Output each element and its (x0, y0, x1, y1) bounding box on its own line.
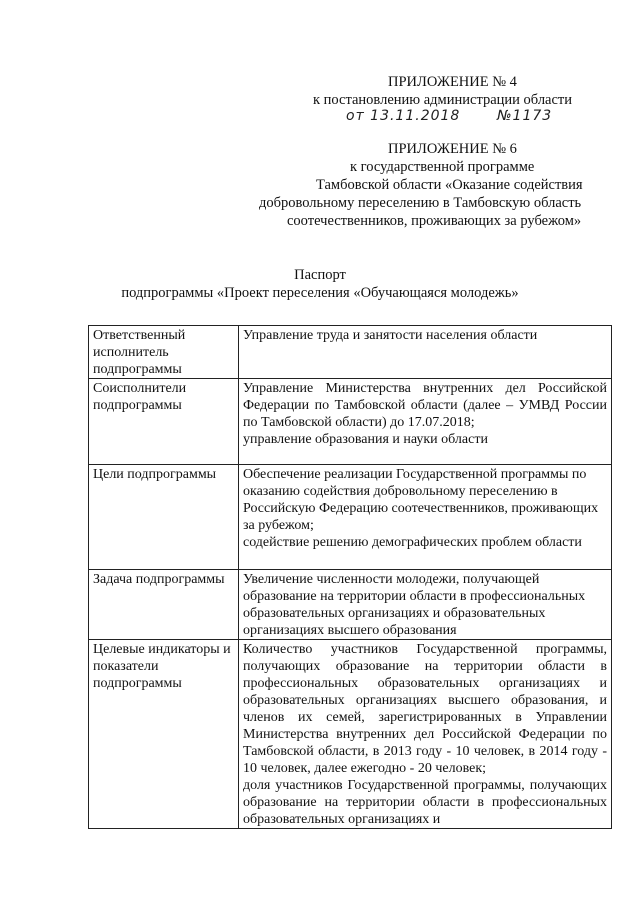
passport-table (88, 325, 612, 829)
table-row (89, 465, 612, 570)
appendix6-line-4: соотечественников, проживающих за рубежом» (287, 213, 582, 229)
row-value-part-1: Обеспечение реализации Государственной программы по оказанию содействия добровольному переселению в Российскую Федерацию соотечественников, проживающих за рубежом; (243, 467, 599, 533)
appendix6-line-3: добровольному переселению в Тамбовскую область (259, 195, 582, 211)
row-value-part-2: доля участников Государственной программы, получающих образование на территории области в профессиональных образовательных организациях и (243, 778, 607, 827)
table-row (89, 640, 612, 829)
row-value (239, 379, 612, 465)
row-label: Задача подпрограммы (89, 570, 239, 640)
row-label: Цели подпрограммы (89, 465, 239, 570)
appendix4-title: ПРИЛОЖЕНИЕ № 4 (388, 74, 517, 90)
appendix4-decree-line: к постановлению администрации области (313, 92, 573, 108)
row-label: Целевые индикаторы и показатели подпрограммы (89, 640, 239, 829)
table-row (89, 570, 612, 640)
handwritten-date: от 13.11.2018 (346, 108, 461, 124)
appendix6-line-1: к государственной программе (350, 159, 535, 175)
row-value: Управление труда и занятости населения области (239, 326, 612, 379)
table-row (89, 379, 612, 465)
row-value (239, 640, 612, 829)
appendix6-line-2: Тамбовской области «Оказание содействия (316, 177, 583, 193)
appendix6-title: ПРИЛОЖЕНИЕ № 6 (388, 141, 517, 157)
passport-subtitle: подпрограммы «Проект переселения «Обучающаяся молодежь» (121, 285, 519, 301)
table-row (89, 326, 612, 379)
row-value-part-2: содействие решению демографических проблем области (243, 535, 582, 550)
handwritten-number: №1173 (497, 108, 553, 124)
row-label: Ответственный исполнитель подпрограммы (89, 326, 239, 379)
row-value: Увеличение численности молодежи, получающей образование на территории области в профессиональных образовательных организациях и образовательных организациях высшего образования (239, 570, 612, 640)
row-value-part-1: Количество участников Государственной программы, получающих образование на территории области в профессиональных образовательных организациях и образовательных организациях высшего образования, и членов их семей, зарегистрированных в Управлении Министерства внутренних дел Российской Федерации по Тамбовской области, в 2013 году - 10 человек, в 2014 году - 10 человек, далее ежегодно - 20 человек; (243, 642, 607, 776)
row-value-part-2: управление образования и науки области (243, 432, 488, 447)
row-label: Соисполнители подпрограммы (89, 379, 239, 465)
row-value-part-1: Управление Министерства внутренних дел Российской Федерации по Тамбовской области (далее – УМВД России по Тамбовской области) до 17.07.2018; (243, 381, 607, 430)
row-value (239, 465, 612, 570)
passport-title: Паспорт (294, 267, 346, 283)
